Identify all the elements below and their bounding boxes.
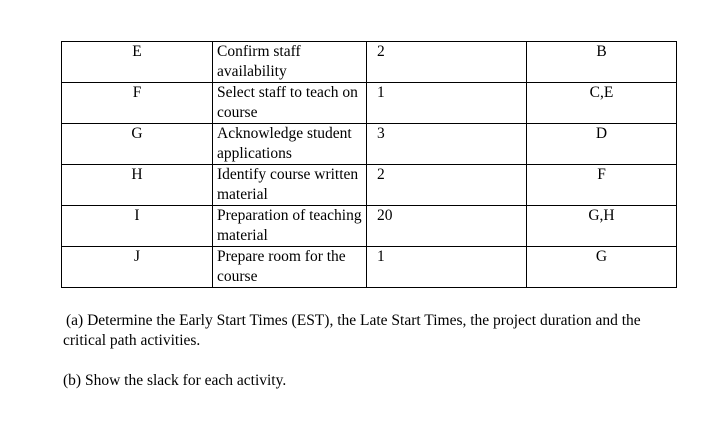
duration-cell: 1 <box>367 83 527 124</box>
table-row <box>62 165 677 206</box>
predecessor-cell: D <box>527 124 677 165</box>
description-cell: Acknowledge student applications <box>213 124 367 165</box>
table-row <box>62 124 677 165</box>
duration-cell: 2 <box>367 165 527 206</box>
predecessor-cell: C,E <box>527 83 677 124</box>
table-row <box>62 42 677 83</box>
description-cell: Prepare room for the course <box>213 247 367 288</box>
duration-cell: 3 <box>367 124 527 165</box>
predecessor-cell: F <box>527 165 677 206</box>
duration-cell: 2 <box>367 42 527 83</box>
description-cell: Preparation of teaching material <box>213 206 367 247</box>
activity-cell: E <box>62 42 213 83</box>
table-row <box>62 247 677 288</box>
activity-cell: J <box>62 247 213 288</box>
activity-cell: I <box>62 206 213 247</box>
question-part-a: (a) Determine the Early Start Times (EST), the Late Start Times, the project duration and the critical path activities. <box>63 312 641 349</box>
questions <box>63 311 683 391</box>
activity-cell: F <box>62 83 213 124</box>
table-row <box>62 206 677 247</box>
predecessor-cell: G <box>527 247 677 288</box>
description-cell: Select staff to teach on course <box>213 83 367 124</box>
description-cell: Confirm staff availability <box>213 42 367 83</box>
table-row <box>62 83 677 124</box>
duration-cell: 1 <box>367 247 527 288</box>
activity-table <box>61 41 677 288</box>
activity-cell: H <box>62 165 213 206</box>
activity-cell: G <box>62 124 213 165</box>
duration-cell: 20 <box>367 206 527 247</box>
question-part-b: (b) Show the slack for each activity. <box>63 372 287 389</box>
predecessor-cell: B <box>527 42 677 83</box>
predecessor-cell: G,H <box>527 206 677 247</box>
description-cell: Identify course written material <box>213 165 367 206</box>
